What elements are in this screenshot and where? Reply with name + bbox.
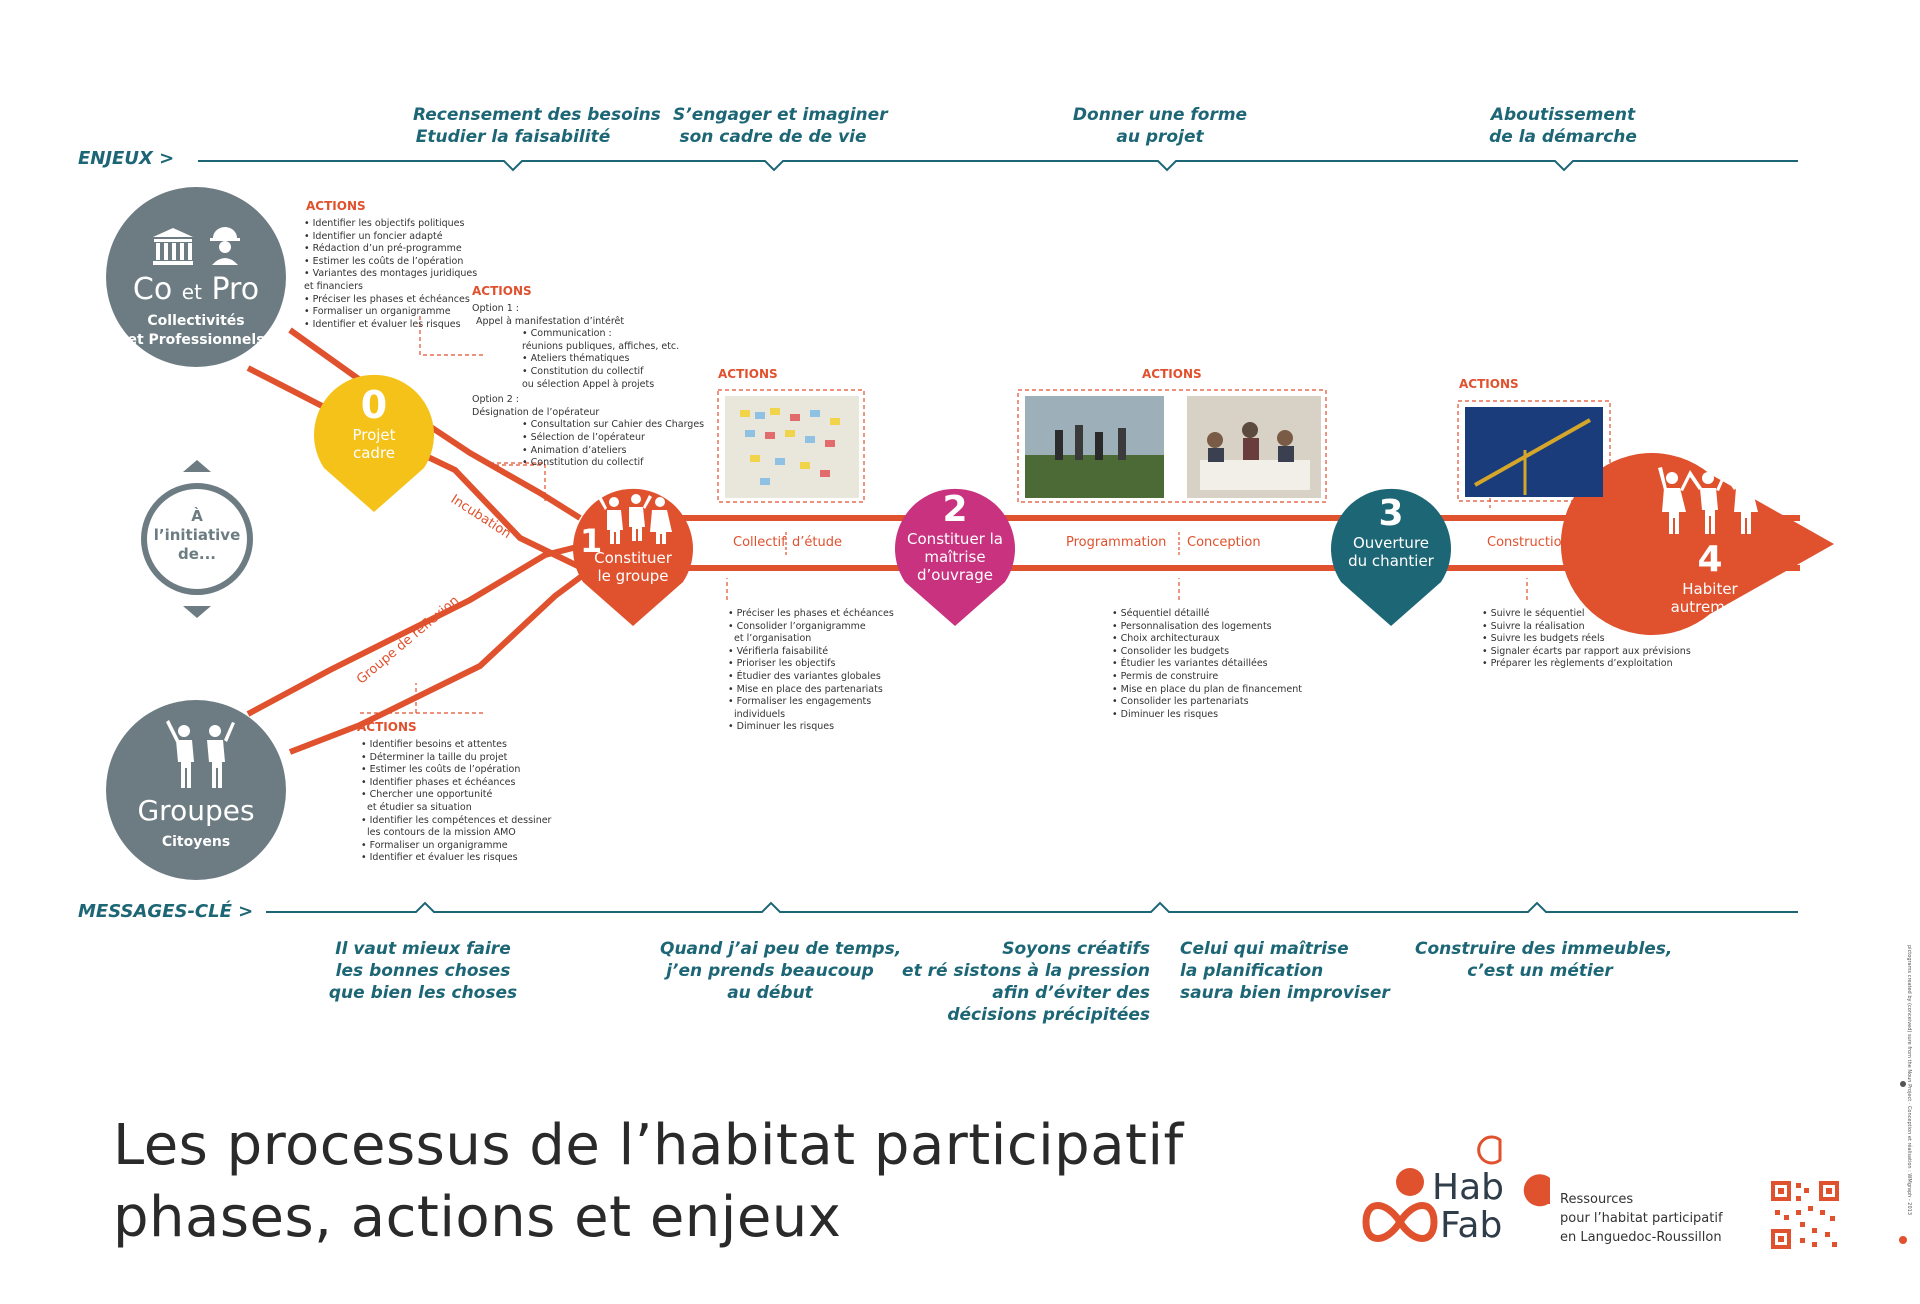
enjeux-item-2 (673, 104, 888, 148)
logo-fab: Fab (1440, 1205, 1503, 1246)
actions-title-phase2: ACTIONS (1142, 367, 1202, 381)
enjeux-item-3-line2: au projet (1116, 127, 1204, 147)
phase3-line1: Ouverture (1352, 534, 1430, 552)
message-3-line1: Soyons créatifs (1002, 939, 1150, 959)
message-4-line3: saura bien improviser (1180, 983, 1390, 1003)
phase0-label (324, 384, 424, 462)
actions-list-groupes (361, 739, 551, 865)
actions-title-phase3: ACTIONS (1459, 377, 1519, 391)
actions-title-copro: ACTIONS (306, 199, 366, 213)
phase1-line2: le groupe (597, 567, 669, 585)
list-item: • Identifier phases et échéances (361, 776, 516, 788)
list-item: • Sélection de l’opérateur (522, 431, 645, 443)
track-label-collectif: Collectif (733, 535, 786, 550)
list-item: • Identifier besoins et attentes (361, 739, 507, 750)
phase1-number: 1 (580, 522, 603, 560)
list-item: individuels (734, 708, 786, 720)
list-item: • Séquentiel détaillé (1112, 608, 1210, 619)
list-item: • Permis de construire (1112, 670, 1219, 682)
list-item: • Suivre le séquentiel (1482, 608, 1585, 619)
phase2-label (895, 490, 1015, 584)
list-item: • Étudier des variantes globales (728, 670, 881, 682)
qr-code-icon (1771, 1181, 1839, 1249)
phase3-line2: du chantier (1348, 552, 1434, 570)
list-item: • Consolider les partenariats (1112, 696, 1249, 708)
list-item: • Mise en place du plan de financement (1112, 683, 1302, 695)
groupes-title: Groupes (137, 794, 255, 827)
message-3-line2: et ré sistons à la pression (902, 961, 1150, 981)
photo-crane (1465, 407, 1603, 497)
copro-subtitle-line2: et Professionnels (127, 332, 265, 348)
list-item: • Chercher une opportunité (361, 789, 493, 801)
list-item: Désignation de l’opérateur (472, 406, 600, 418)
phase1-line1: Constituer (594, 549, 672, 567)
track-label-construction: Construction (1487, 535, 1570, 550)
actions-title-groupes: ACTIONS (357, 720, 417, 734)
list-item: et étudier sa situation (367, 801, 472, 813)
list-item: • Rédaction d’un pré-programme (304, 243, 462, 255)
copro-title-pro: Pro (211, 272, 260, 307)
list-item: • Identifier et évaluer les risques (304, 318, 461, 330)
page-title-line1: Les processus de l’habitat participatif (113, 1113, 1184, 1178)
actions-list-copro (304, 218, 477, 331)
reflexion-label: Groupe de réflexion (354, 593, 463, 688)
list-item: • Constitution du collectif (522, 365, 644, 377)
message-3-line4: décisions précipitées (947, 1005, 1150, 1025)
list-item: • Diminuer les risques (728, 721, 835, 733)
list-item: et financiers (304, 280, 363, 292)
phase4-line1: Habiter (1682, 580, 1738, 598)
list-item: • Suivre la réalisation (1482, 620, 1585, 632)
message-3-line3: afin d’éviter des (992, 983, 1150, 1003)
list-item: réunions publiques, affiches, etc. (522, 340, 680, 352)
list-item: • Constitution du collectif (522, 457, 644, 469)
up-arrow-icon (183, 460, 211, 472)
actions-title-options: ACTIONS (472, 284, 532, 298)
list-item: • Consultation sur Cahier des Charges (522, 419, 705, 431)
actions-list-options (472, 303, 704, 470)
message-4 (1180, 938, 1400, 1004)
list-item: • Préciser les phases et échéances (304, 293, 470, 305)
phase3-number: 3 (1378, 493, 1404, 534)
message-1-line2: les bonnes choses (335, 961, 511, 981)
actions-list-phase3 (1482, 608, 1691, 671)
track-label-programmation: Programmation (1066, 535, 1167, 550)
message-1 (323, 938, 523, 1004)
list-item: • Étudier les variantes détaillées (1112, 658, 1268, 670)
enjeux-item-2-line2: son cadre de de vie (679, 127, 867, 147)
messages-label: MESSAGES-CLÉ > (78, 901, 254, 922)
message-2-line3: au début (727, 983, 813, 1003)
message-5-line2: c’est un métier (1467, 961, 1613, 981)
enjeux-item-4 (1463, 104, 1663, 148)
enjeux-item-1-line1: Recensement des besoins (413, 105, 661, 125)
phase4-number: 4 (1697, 539, 1723, 580)
incubation-label: Incubation (447, 492, 514, 542)
phase3-label (1331, 494, 1451, 570)
phase4-label (1655, 540, 1765, 616)
message-2-line1: Quand j’ai peu de temps, (660, 939, 902, 959)
initiative-line3: de... (177, 545, 216, 563)
phase0-line1: Projet (352, 426, 396, 444)
enjeux-item-3 (1060, 104, 1260, 148)
phase1-label (588, 549, 678, 585)
down-arrow-icon (183, 606, 211, 618)
groupes-circle (106, 700, 286, 880)
list-item: • Variantes des montages juridiques (304, 268, 478, 280)
list-item: Appel à manifestation d’intérêt (476, 315, 625, 327)
enjeux-item-1-line2: Etudier la faisabilité (415, 127, 611, 147)
photo-meeting (1187, 396, 1321, 498)
groupes-subtitle: Citoyens (161, 834, 231, 850)
copro-title-et: et (181, 280, 202, 304)
message-2 (660, 938, 902, 1004)
phase4-line2: autrement (1670, 598, 1750, 616)
message-5-line1: Construire des immeubles, (1415, 939, 1673, 959)
list-item: ou sélection Appel à projets (522, 378, 655, 390)
list-item: • Identifier les compétences et dessiner (361, 814, 552, 826)
list-item: • Choix architecturaux (1112, 633, 1220, 645)
message-4-line1: Celui qui maîtrise (1180, 939, 1349, 959)
list-item: les contours de la mission AMO (367, 827, 516, 839)
list-item: • Préparer les règlements d’exploitation (1482, 658, 1673, 670)
photo-field-group (1025, 396, 1164, 498)
logo-tagline-line3: en Languedoc-Roussillon (1560, 1230, 1722, 1245)
enjeux-item-1 (413, 104, 661, 148)
phase2-line2: maîtrise (924, 548, 986, 566)
message-4-line2: la planification (1180, 961, 1324, 981)
list-item: • Estimer les coûts de l’opération (361, 764, 521, 776)
list-item: • Diminuer les risques (1112, 708, 1219, 720)
phase2-number: 2 (942, 489, 968, 530)
phase0-number: 0 (360, 383, 388, 427)
list-item: • Formaliser un organigramme (304, 306, 451, 318)
list-item: • Vérifierla faisabilité (728, 645, 829, 657)
track-label-conception: Conception (1187, 535, 1261, 550)
list-item: • Préciser les phases et échéances (728, 608, 894, 619)
list-item: • Identifier un foncier adapté (304, 230, 443, 242)
message-5 (1415, 938, 1673, 982)
list-item: • Consolider les budgets (1112, 645, 1230, 657)
phase0-line2: cadre (352, 444, 396, 462)
phase2-line1: Constituer la (907, 530, 1003, 548)
list-item: • Ateliers thématiques (522, 353, 630, 365)
initiative-text (137, 507, 257, 564)
enjeux-item-3-line1: Donner une forme (1072, 105, 1248, 125)
page-title-line2: phases, actions et enjeux (113, 1185, 842, 1250)
photo-postits (725, 396, 859, 498)
list-item: Option 1 : (472, 303, 519, 314)
copro-title (106, 272, 286, 310)
actions-title-phase1: ACTIONS (718, 367, 778, 381)
track-label-etude: d’étude (792, 535, 842, 550)
list-item: • Signaler écarts par rapport aux prévisions (1482, 645, 1691, 657)
actions-list-phase1 (728, 608, 894, 734)
list-item: • Estimer les coûts de l’opération (304, 255, 464, 267)
list-item: • Identifier les objectifs politiques (304, 218, 465, 229)
list-item: et l’organisation (734, 633, 812, 645)
actions-list-phase2 (1112, 608, 1302, 721)
logo-tagline-line1: Ressources (1560, 1192, 1634, 1207)
logo-tagline-line2: pour l’habitat participatif (1560, 1211, 1723, 1226)
logo-tagline (1560, 1190, 1723, 1247)
list-item: • Communication : (522, 328, 612, 340)
list-item: • Consolider l’organigramme (728, 620, 866, 632)
message-3 (900, 938, 1150, 1026)
logo-hab: Hab (1432, 1167, 1504, 1208)
enjeux-item-2-line1: S’engager et imaginer (673, 105, 888, 125)
list-item: • Prioriser les objectifs (728, 658, 836, 670)
list-item: • Suivre les budgets réels (1482, 633, 1605, 645)
initiative-line2: l’initiative (153, 526, 241, 544)
enjeux-label: ENJEUX > (78, 148, 175, 169)
list-item: • Animation d’ateliers (522, 444, 627, 456)
page-title (113, 1110, 1184, 1254)
phase2-line3: d’ouvrage (917, 566, 993, 584)
list-item: • Formaliser les engagements (728, 696, 872, 708)
enjeux-line (198, 161, 1798, 170)
initiative-line1: À (191, 507, 203, 525)
messages-line (266, 903, 1798, 912)
message-1-line3: que bien les choses (328, 983, 518, 1003)
copro-subtitle-line1: Collectivités (147, 313, 245, 329)
copro-subtitle (106, 312, 286, 350)
copro-title-co: Co (132, 272, 173, 307)
side-credit-note: pictograms created by (conceived) sure from the Noun Project · Conception et réalisation : WMgraph - 2013 (1906, 945, 1912, 1216)
enjeux-item-4-line1: Aboutissement (1490, 105, 1636, 125)
list-item: • Identifier et évaluer les risques (361, 852, 518, 864)
list-item: • Personnalisation des logements (1112, 620, 1272, 632)
message-1-line1: Il vaut mieux faire (335, 939, 511, 959)
list-item: • Mise en place des partenariats (728, 683, 883, 695)
list-item: Option 2 : (472, 394, 519, 406)
list-item: • Déterminer la taille du projet (361, 751, 508, 763)
enjeux-item-4-line2: de la démarche (1489, 127, 1637, 147)
list-item: • Formaliser un organigramme (361, 839, 508, 851)
lower-branch-line-b (290, 570, 590, 752)
message-2-line2: j’en prends beaucoup (666, 961, 874, 981)
